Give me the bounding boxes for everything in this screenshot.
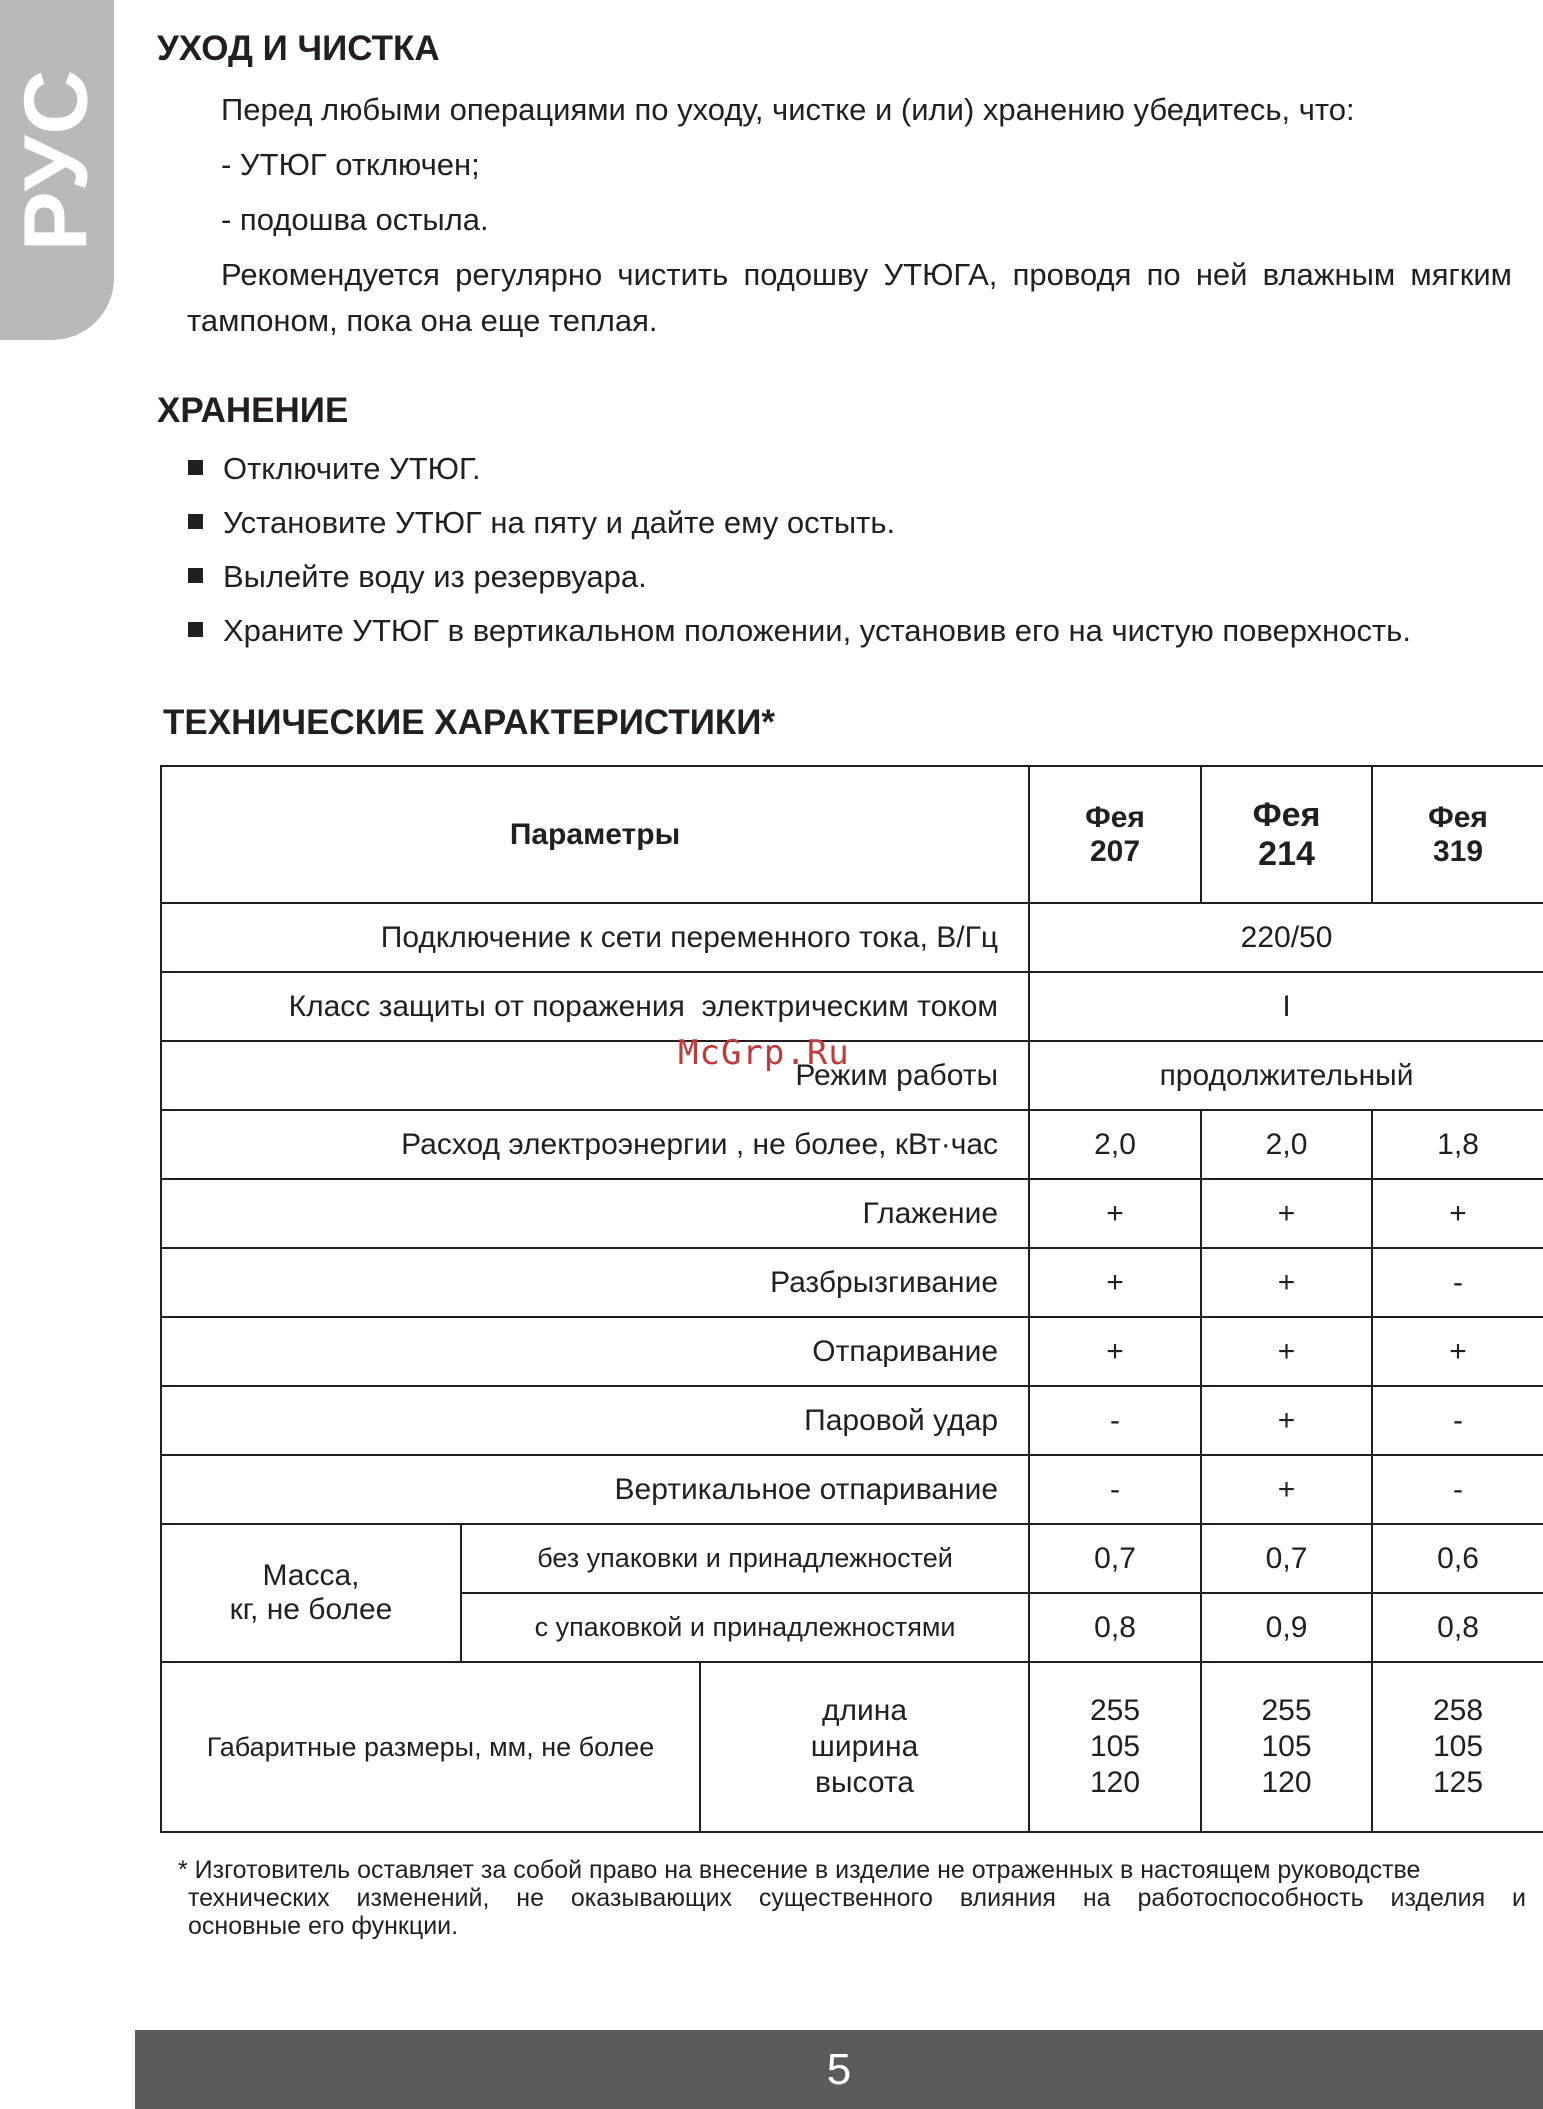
watermark: McGrp.Ru — [678, 1033, 850, 1073]
care-item-1: - УТЮГ отключен; — [221, 147, 480, 182]
language-tab-label: РУС — [6, 68, 107, 252]
table-row: Глажение + + + — [161, 1179, 1543, 1248]
table-row: Паровой удар - + - — [161, 1386, 1543, 1455]
page-footer — [135, 2030, 1543, 2109]
table-row: с упаковкой и принадлежностями 0,8 0,9 0,8 — [161, 1593, 1543, 1662]
table-row: Разбрызгивание + + - — [161, 1248, 1543, 1317]
table-header-row — [161, 766, 1543, 903]
model-319-header: Фея 319 — [1372, 766, 1543, 903]
param-header: Параметры — [161, 766, 1029, 903]
care-item-2: - подошва остыла. — [221, 202, 489, 237]
mass-label: Масса, кг, не более — [161, 1524, 461, 1662]
language-tab — [0, 0, 114, 340]
storage-item: Отключите УТЮГ. — [188, 446, 1411, 500]
table-row: Класс защиты от поражения электрическим током I — [161, 972, 1543, 1041]
model-207-header: Фея 207 — [1029, 766, 1201, 903]
care-recommendation: Рекомендуется регулярно чистить подошву УТЮГА, проводя по ней влажным мягким тампоном, пока она еще теплая. — [187, 257, 1512, 338]
table-row: Режим работы продолжительный — [161, 1041, 1543, 1110]
specs-heading: ТЕХНИЧЕСКИЕ ХАРАКТЕРИСТИКИ* — [163, 703, 776, 742]
specs-table — [160, 765, 1543, 1833]
dims-sub-labels: длина ширина высота — [700, 1662, 1029, 1832]
table-row: Вертикальное отпаривание - + - — [161, 1455, 1543, 1524]
storage-list — [188, 446, 1411, 662]
table-row: Габаритные размеры, мм, не более длина ширина высота 255 105 120 255 105 120 258 105 125 — [161, 1662, 1543, 1832]
care-heading: УХОД И ЧИСТКА — [157, 29, 440, 68]
storage-heading: ХРАНЕНИЕ — [157, 391, 349, 430]
bullet-square-icon — [188, 514, 203, 529]
storage-item: Храните УТЮГ в вертикальном положении, установив его на чистую поверхность. — [188, 608, 1411, 662]
storage-item: Установите УТЮГ на пяту и дайте ему остыть. — [188, 500, 1411, 554]
care-intro: Перед любыми операциями по уходу, чистке и (или) хранению убедитесь, что: — [221, 92, 1355, 127]
storage-item: Вылейте воду из резервуара. — [188, 554, 1411, 608]
page-number: 5 — [826, 2045, 852, 2094]
table-row: Отпаривание + + + — [161, 1317, 1543, 1386]
footnote: * Изготовитель оставляет за собой право на внесение в изделие не отраженных в настоящем руководстве технических изменений, не оказывающих существенного влияния на работоспособность изделия и основные его функции. — [178, 1856, 1526, 1940]
table-row: Масса, кг, не более без упаковки и принадлежностей 0,7 0,7 0,6 — [161, 1524, 1543, 1593]
table-row: Расход электроэнергии , не более, кВт·час 2,0 2,0 1,8 — [161, 1110, 1543, 1179]
bullet-square-icon — [188, 568, 203, 583]
bullet-square-icon — [188, 460, 203, 475]
table-row: Подключение к сети переменного тока, В/Гц 220/50 — [161, 903, 1543, 972]
bullet-square-icon — [188, 622, 203, 637]
model-214-header: Фея 214 — [1201, 766, 1372, 903]
